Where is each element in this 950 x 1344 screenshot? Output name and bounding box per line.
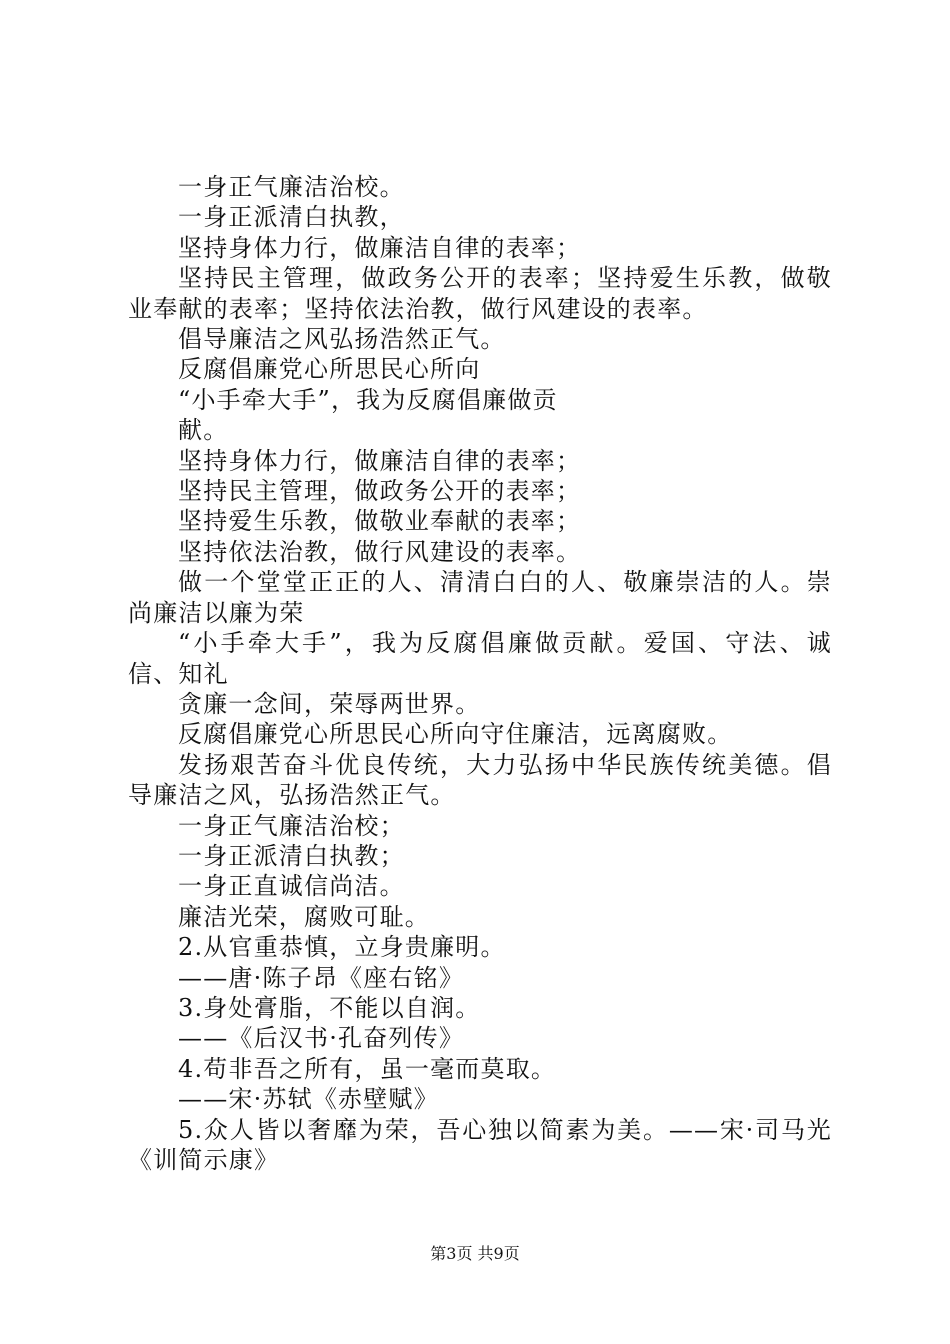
paragraph: 坚持爱生乐教，做敬业奉献的表率；: [178, 507, 582, 536]
paragraph: 坚持依法治教，做行风建设的表率。: [178, 537, 582, 566]
paragraph: 坚持民主管理，做政务公开的表率；坚持爱生乐教，做敬业奉献的表率；坚持依法治教，做行风建设的表率。: [128, 264, 832, 323]
paragraph: 坚持民主管理，做政务公开的表率；: [178, 477, 582, 506]
paragraph: 发扬艰苦奋斗优良传统，大力弘扬中华民族传统美德。倡导廉洁之风，弘扬浩然正气。: [128, 750, 832, 810]
paragraph: 坚持身体力行，做廉洁自律的表率；: [178, 233, 582, 262]
paragraph: 一身正直诚信尚洁。: [178, 872, 405, 901]
paragraph: 一身正派清白执教，: [178, 203, 405, 232]
quote-line: 5.众人皆以奢靡为荣，吾心独以简素为美。——宋·司马光《训简示康》: [128, 1115, 832, 1174]
document-body: [128, 172, 832, 1175]
page-number-footer: 第3页 共9页: [430, 1244, 520, 1263]
quote-line: 2.从官重恭慎，立身贵廉明。: [178, 933, 506, 962]
paragraph: 坚持身体力行，做廉洁自律的表率；: [178, 446, 582, 475]
paragraph: “小手牵大手”，我为反腐倡廉做贡献。爱国、守法、诚信、知礼: [128, 629, 832, 688]
quote-attribution: ——唐·陈子昂《座右铭》: [178, 963, 465, 992]
paragraph: 一身正派清白执教；: [178, 841, 405, 870]
paragraph: 反腐倡廉党心所思民心所向守住廉洁，远离腐败。: [178, 720, 733, 749]
paragraph: 廉洁光荣，腐败可耻。: [178, 902, 430, 931]
quote-attribution: ——宋·苏轼《赤壁赋》: [178, 1085, 439, 1114]
paragraph: 倡导廉洁之风弘扬浩然正气。: [178, 325, 506, 354]
quote-attribution: ——《后汉书·孔奋列传》: [178, 1024, 465, 1053]
quote-line: 3.身处膏脂，不能以自润。: [178, 993, 481, 1022]
quote-line: 4.苟非吾之所有，虽一毫而莫取。: [178, 1054, 557, 1083]
paragraph: 做一个堂堂正正的人、清清白白的人、敬廉崇洁的人。崇尚廉洁以廉为荣: [128, 568, 832, 627]
paragraph: 献。: [178, 416, 229, 445]
paragraph: 贪廉一念间，荣辱两世界。: [178, 689, 481, 718]
paragraph: 一身正气廉洁治校；: [178, 811, 405, 840]
paragraph: 反腐倡廉党心所思民心所向: [178, 355, 481, 384]
paragraph: 一身正气廉洁治校。: [178, 173, 405, 201]
paragraph: “小手牵大手”，我为反腐倡廉做贡: [178, 385, 558, 414]
